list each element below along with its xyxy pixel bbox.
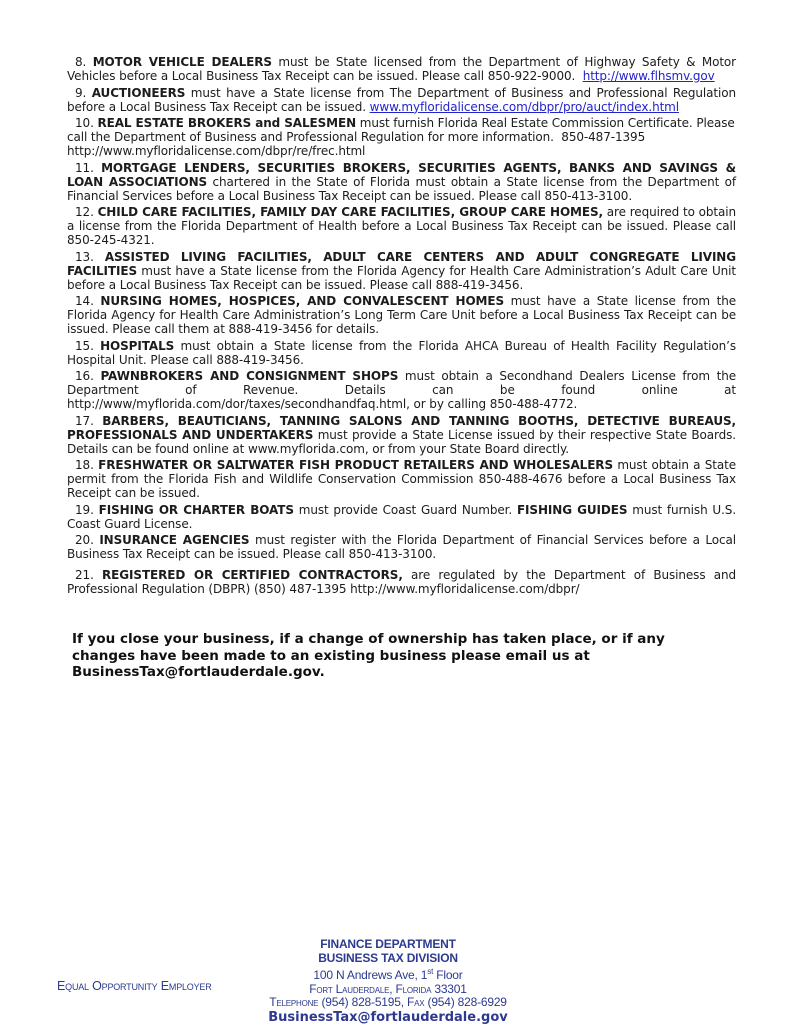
list-item-16 xyxy=(67,369,736,411)
closing-notice: If you close your business, if a change of ownership has taken place, or if any changes have been made to an existing business please email us at BusinessTax@fortlauderdale.gov. xyxy=(72,631,665,680)
item-text: must have a State license from the Florida Agency for Health Care Administration’s Adult Care Unit before a Local Business Tax Receipt can be issued. Please call 888-419-3456. xyxy=(67,263,736,292)
item-text: must obtain a State permit from the Florida Fish and Wildlife Conservation Commission 850-488-4676 before a Local Business Tax Receipt can be issued. xyxy=(67,458,737,500)
item-text: 9. xyxy=(75,85,92,100)
item-heading: FISHING OR CHARTER BOATS xyxy=(98,502,294,517)
footer-department: FINANCE DEPARTMENT xyxy=(320,937,456,951)
item-text: 18. xyxy=(75,458,99,472)
item-text: http://www.myfloridalicense.com/dbpr/re/frec.html xyxy=(67,144,366,158)
item-heading: PAWNBROKERS AND CONSIGNMENT SHOPS xyxy=(100,369,399,383)
list-item-11 xyxy=(67,161,736,203)
item-text: 21. xyxy=(75,568,103,582)
auctioneer-license-link[interactable]: www.myfloridalicense.com/dbpr/pro/auct/index.html xyxy=(369,99,680,114)
item-text: must obtain a Secondhand Dealers License from the Department of Revenue. Details can be found online at http://www/myflorida.com/dor/taxes/secondhandfaq.html, or by calling 850-488-4772. xyxy=(67,369,736,411)
list-item-21 xyxy=(67,568,736,596)
item-text: 8. xyxy=(75,55,93,69)
equal-opportunity-employer: Equal Opportunity Employer xyxy=(57,979,212,993)
item-text: must provide a State License issued by their respective State Boards. Details can be found online at www.myflorida.com, or from your State Board directly. xyxy=(67,427,736,456)
item-heading: BARBERS, BEAUTICIANS, TANNING SALONS AND TANNING BOOTHS, DETECTIVE BUREAUS, PROFESSIONALS AND UNDERTAKERS xyxy=(67,413,736,442)
item-text: are regulated by the Department of Business and Professional Regulation (DBPR) (850) 487-1395 http://www.myfloridalicense.com/dbpr/ xyxy=(67,568,736,596)
footer-address-street: 100 N Andrews Ave, 1 xyxy=(313,968,428,983)
item-text: must register with the Florida Department of Financial Services before a Local Business Tax Receipt can be issued. Please call 850-413-3100. xyxy=(67,533,736,561)
list-item-9 xyxy=(67,86,736,114)
footer-phone-fax: Telephone (954) 828-5195, Fax (954) 828-6929 xyxy=(269,995,507,1010)
footer-city-state-zip: Fort Lauderdale, Florida 33301 xyxy=(309,981,467,996)
license-requirements-list xyxy=(67,55,736,596)
item-heading: AUCTIONEERS xyxy=(91,85,186,100)
footer-division: BUSINESS TAX DIVISION xyxy=(318,950,458,965)
item-text: 12. xyxy=(75,205,98,219)
item-heading: REGISTERED OR CERTIFIED CONTRACTORS, xyxy=(102,568,403,582)
item-heading: INSURANCE AGENCIES xyxy=(99,533,250,547)
item-text: 10. xyxy=(75,116,98,130)
list-item-17 xyxy=(67,414,736,456)
list-item-8 xyxy=(67,55,736,83)
footer-email: BusinessTax@fortlauderdale.gov xyxy=(268,1009,508,1025)
item-text: must have a State license from the Florida Agency for Health Care Administration’s Long Term Care Unit before a Local Business Tax Receipt can be issued. Please call them at 888-419-3456 for details. xyxy=(67,294,736,336)
item-text: are required to obtain a license from the Florida Department of Health before a Local Business Tax Receipt can be issued. Please call 850-245-4321. xyxy=(67,205,737,247)
item-text: 20. xyxy=(75,533,100,547)
item-text: must have a State license from The Department of Business and Professional Regulation before a Local Business Tax Receipt can be issued. xyxy=(67,85,736,114)
list-item-15 xyxy=(67,339,736,367)
item-heading: FRESHWATER OR SALTWATER FISH PRODUCT RETAILERS AND WHOLESALERS xyxy=(98,458,613,472)
item-heading: NURSING HOMES, HOSPICES, AND CONVALESCENT HOMES xyxy=(100,294,505,308)
item-text: 13. xyxy=(75,249,105,264)
item-heading: MOTOR VEHICLE DEALERS xyxy=(92,55,272,69)
item-heading: ASSISTED LIVING FACILITIES, ADULT CARE CENTERS AND ADULT CONGREGATE LIVING FACILITIES xyxy=(67,249,736,278)
list-item-10 xyxy=(67,116,736,158)
item-text: chartered in the State of Florida must obtain a State license from the Department of Financial Services before a Local Business Tax Receipt can be issued. Please call 850-413-3100. xyxy=(67,174,736,203)
item-text: must furnish Florida Real Estate Commission Certificate. Please call the Department of Business and Professional Regulation for more information. 850-487-1395 xyxy=(67,116,735,144)
item-text: 16. xyxy=(75,369,101,383)
item-heading: CHILD CARE FACILITIES, FAMILY DAY CARE FACILITIES, GROUP CARE HOMES, xyxy=(97,205,603,219)
document-content xyxy=(67,55,736,681)
list-item-18 xyxy=(67,458,736,500)
item-text: must obtain a State license from the Florida AHCA Bureau of Health Facility Regulation’s Hospital Unit. Please call 888-419-3456. xyxy=(67,338,736,367)
item-text: must furnish U.S. Coast Guard License. xyxy=(67,502,737,531)
list-item-14 xyxy=(67,294,736,336)
item-heading: HOSPITALS xyxy=(100,338,175,353)
item-text: 11. xyxy=(75,160,102,175)
item-heading: FISHING GUIDES xyxy=(516,502,628,517)
list-item-19 xyxy=(67,503,736,531)
item-text: must be State licensed from the Department of Highway Safety & Motor Vehicles before a Local Business Tax Receipt can be issued. Please call 850-922-9000. xyxy=(67,55,737,83)
footer-address-ordinal: st xyxy=(427,967,434,977)
flhsmv-link[interactable]: http://www.flhsmv.gov xyxy=(582,69,715,83)
item-text: 19. xyxy=(75,502,99,517)
item-text: 15. xyxy=(75,338,101,353)
list-item-12 xyxy=(67,205,736,247)
item-text: 17. xyxy=(75,413,103,428)
item-text: 14. xyxy=(75,294,101,308)
list-item-20 xyxy=(67,533,736,561)
item-text: must provide Coast Guard Number. xyxy=(293,502,517,517)
list-item-13 xyxy=(67,250,736,292)
item-heading: REAL ESTATE BROKERS and SALESMEN xyxy=(97,116,357,130)
item-heading: MORTGAGE LENDERS, SECURITIES BROKERS, SECURITIES AGENTS, BANKS AND SAVINGS & LOAN ASSOCIATIONS xyxy=(67,160,736,189)
footer-address-floor: Floor xyxy=(433,968,463,983)
